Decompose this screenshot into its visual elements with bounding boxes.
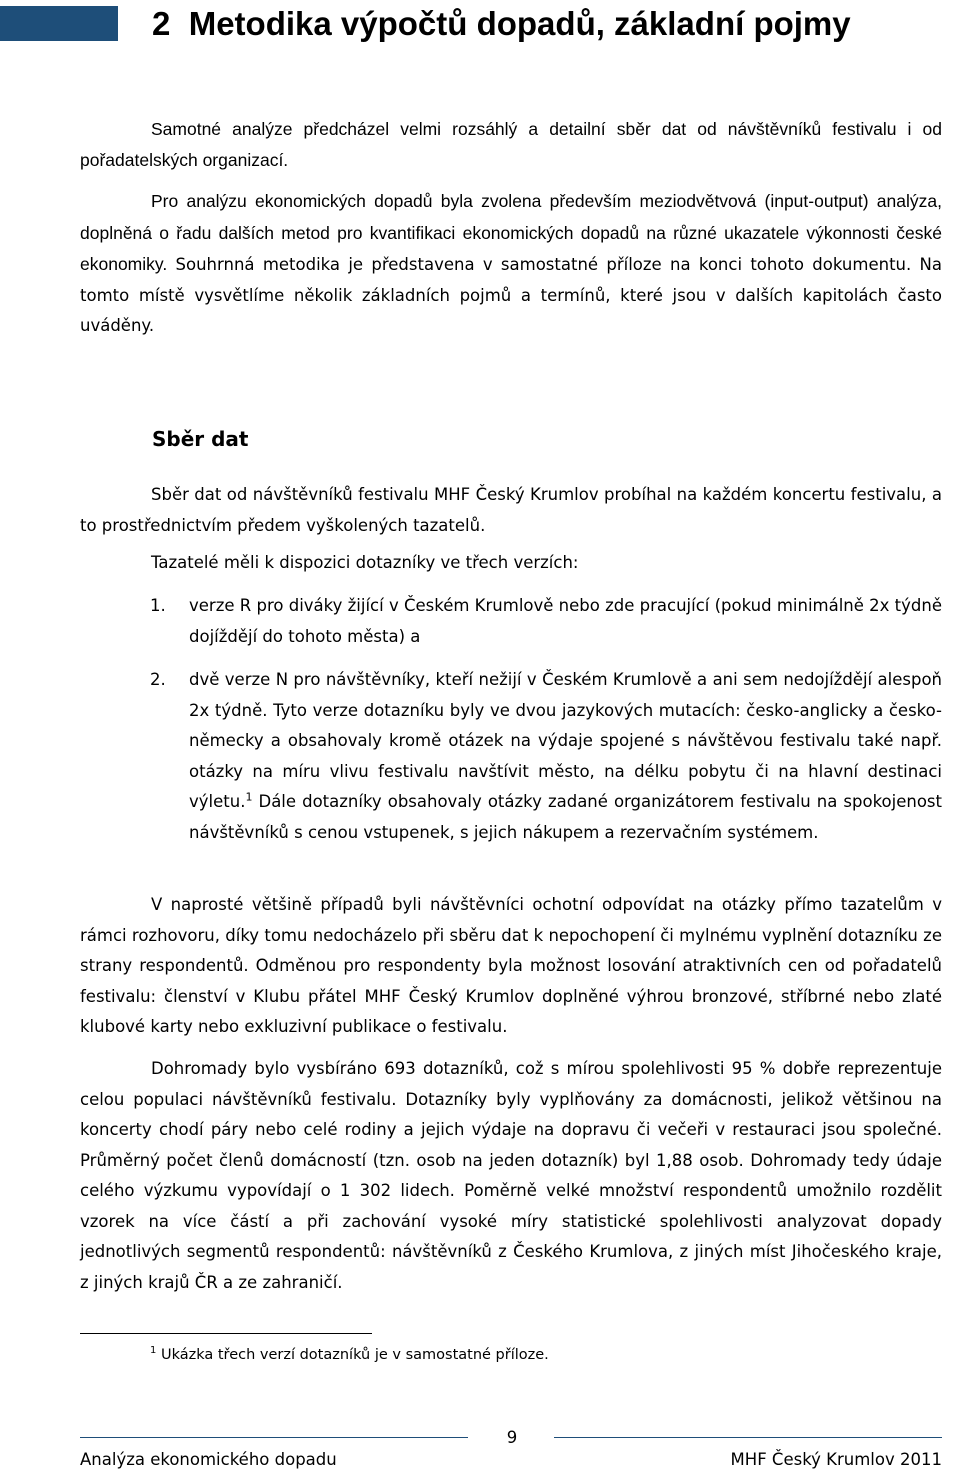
chapter-heading <box>152 2 851 46</box>
list-item-text-part-1: dvě verze N pro návštěvníky, kteří nežijí v Českém Krumlově a ani sem nedojíždějí alespoň 2x týdně. Tyto verze dotazníku byly ve dvou jazykových mutacích: česko-anglicky a česko- německy a obsahovaly kromě otázek na výdaje spojené s návštěvou festivalu také např. otázky na míru vlivu festivalu navštívit město, na délku pobytu či na hlavní destinaci výletu. <box>189 670 942 811</box>
footer-rule-right <box>554 1437 942 1438</box>
list-item-text <box>189 665 942 848</box>
section-heading: Sběr dat <box>152 427 249 451</box>
section-paragraph-2: Tazatelé měli k dispozici dotazníky ve třech verzích: <box>151 553 579 572</box>
footnote-text: Ukázka třech verzí dotazníků je v samostatné příloze. <box>160 1347 549 1363</box>
footnote-separator <box>80 1333 372 1334</box>
footnote <box>150 1344 549 1366</box>
list-item-text-part-2: Dále dotazníky obsahovaly otázky zadané organizátorem festivalu na spokojenost návštěvníků s cenou vstupenek, s jejich nákupem a rezervačním systémem. <box>189 792 942 842</box>
section-paragraph-3: V naprosté většině případů byli návštěvníci ochotní odpovídat na otázky přímo tazatelům v rámci rozhovoru, díky tomu nedocházelo při sběru dat k nepochopení či mylnému vyplnění dotazníku ze strany respondentů. Odměnou pro respondenty byla možnost losování atraktivních cen od pořadatelů festivalu: členství v Klubu přátel MHF Český Krumlov doplněné výhrou bronzové, stříbrné nebo zlaté klubové karty nebo exkluzivní publikace o festivalu. <box>80 895 942 1036</box>
list-item-text: verze R pro diváky žijící v Českém Krumlově nebo zde pracující (pokud minimálně 2x týdně dojíždějí do tohoto města) a <box>189 596 942 646</box>
section-paragraph-4: Dohromady bylo vysbíráno 693 dotazníků, což s mírou spolehlivosti 95 % dobře reprezentuje celou populaci návštěvníků festivalu. Dotazníky byly vyplňovány za domácnosti, jelikož většinou na koncerty chodí páry nebo celé rodiny a jejich výdaje na dopravu či večeři v restauraci jsou společné. Průměrný počet členů domácností (tzn. osob na jeden dotazník) byl 1,88 osob. Dohromady tedy údaje celého výzkumu vypovídají o 1 302 lidech. Poměrně velké množství respondentů umožnilo rozdělit vzorek na více částí a při zachování vysoké míry statistické spolehlivosti analyzovat dopady jednotlivých segmentů respondentů: návštěvníků z Českého Krumlova, z jiných míst Jihočeského kraje, z jiných krajů ČR a ze zahraničí. <box>80 1059 942 1292</box>
heading-accent-bar <box>0 6 118 41</box>
intro-paragraph-2 <box>80 186 942 342</box>
list-item-number: 1. <box>150 596 166 615</box>
chapter-title: Metodika výpočtů dopadů, základní pojmy <box>188 5 851 42</box>
list-item-number: 2. <box>150 670 166 689</box>
section-paragraph-1: Sběr dat od návštěvníků festivalu MHF Český Krumlov probíhal na každém koncertu festivalu, a to prostřednictvím předem vyškolených tazatelů. <box>80 485 942 535</box>
footer-left-text: Analýza ekonomického dopadu <box>80 1450 337 1469</box>
page-number: 9 <box>506 1428 518 1447</box>
list-item <box>150 591 942 652</box>
intro-paragraph-1: Samotné analýze předcházel velmi rozsáhlý a detailní sběr dat od návštěvníků festivalu i od pořadatelských organizací. <box>80 119 942 170</box>
list-item <box>150 665 942 848</box>
footer-rule-left <box>80 1437 468 1438</box>
footnote-number: 1 <box>150 1345 157 1357</box>
intro-paragraph-2-part-2: Souhrnná metodika je představena v samostatné příloze na konci tohoto dokumentu. Na tomto místě vysvětlíme několik základních pojmů a termínů, které jsou v dalších kapitolách často uváděny. <box>80 255 942 335</box>
chapter-number: 2 <box>152 5 171 42</box>
footnote-reference: 1 <box>245 790 253 804</box>
footer-right-text: MHF Český Krumlov 2011 <box>730 1450 942 1469</box>
intro-paragraph-2-part-1: Pro analýzu ekonomických dopadů byla zvolena především meziodvětvová (input-output) analýza, doplněná o řadu dalších metod pro kvantifikaci ekonomických dopadů na různé ukazatele výkonnosti české ekonomiky. <box>80 191 942 274</box>
